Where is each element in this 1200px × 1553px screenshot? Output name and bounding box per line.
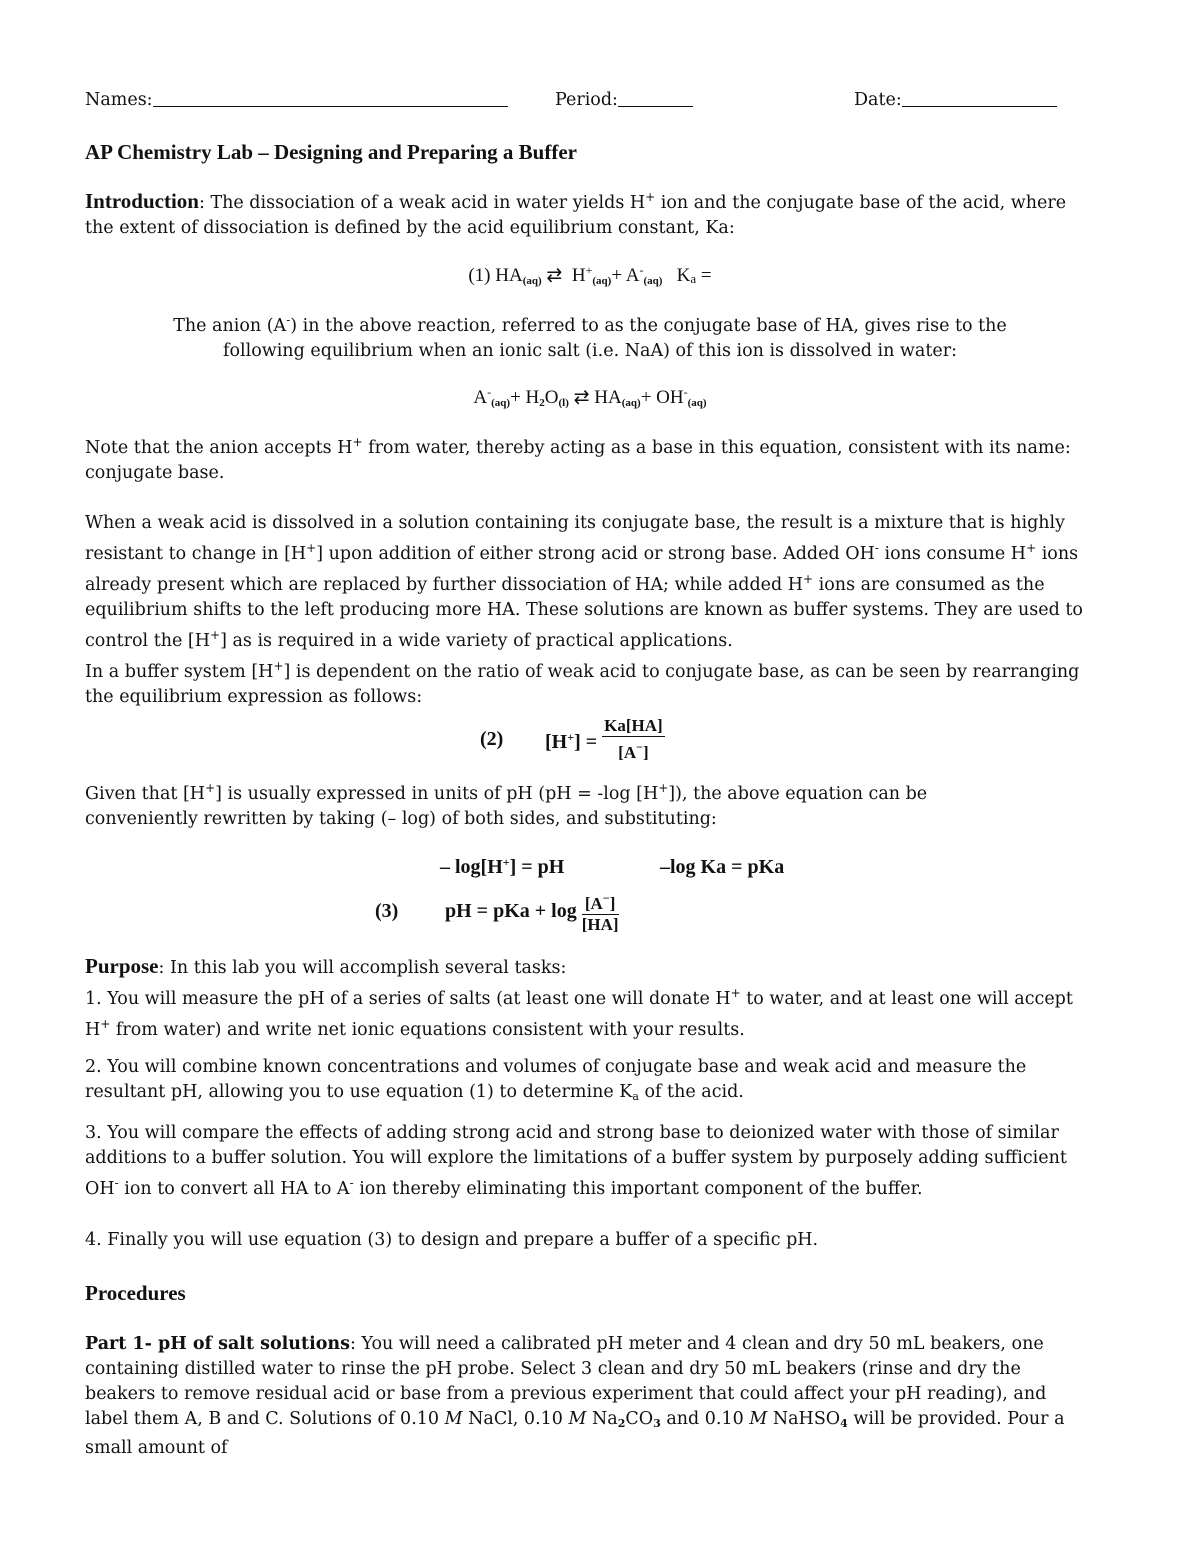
equation-hydrolysis: $A^-_{(aq)}+ H_2O_{(l)}$ ⇄ $HA_{(aq)}+ OH^-_{(aq)}$: [473, 385, 707, 409]
purpose-item-1: 1. You will measure the pH of a series of salts (at least one will donate H+ to water, and at least one will accept H+ from water) and write net ionic equations consistent with your results.: [85, 986, 1073, 1040]
procedures-heading: Procedures: [85, 1281, 186, 1305]
ratio-paragraph: In a buffer system [H+] is dependent on the ratio of weak acid to conjugate base, as can be seen by rearranging the equilibrium expression as follows:: [85, 659, 1080, 707]
purpose-heading: Purpose: [85, 954, 159, 978]
log-definitions: – log[H+] = pH –log Ka = pKa: [440, 855, 785, 878]
part1-paragraph: Part 1- pH of salt solutions: You will need a calibrated pH meter and 4 clean and dry 50 mL beakers, one containing distilled water to rinse the pH probe. Select 3 clean and dry 50 mL beakers (rinse and dry the beakers to remove residual acid or base from a previous experiment that could affect your pH reading), and label them A, B and C. Solutions of 0.10 M NaCl, 0.10 M $Na_2CO_3$ and 0.10 M NaHSO$_4$ will be provided. Pour a small amount of: [85, 1334, 1065, 1458]
equation-2-label: (2): [480, 728, 504, 750]
equation-2: (2) [H+] = $\frac{Ka[HA]}{[A^-]}$: [480, 716, 663, 762]
names-field: [85, 88, 153, 113]
equation-3-label: (3): [375, 900, 399, 922]
period-label: Period:: [555, 90, 618, 110]
names-label: Names:: [85, 90, 153, 110]
given-paragraph: Given that [H+] is usually expressed in units of pH (pH = -log [H+]), the above equation can be conveniently rewritten by taking (– log) of both sides, and substituting:: [85, 781, 928, 829]
anion-paragraph: The anion (A-) in the above reaction, referred to as the conjugate base of HA, gives rise to the following equilibrium when an ionic salt (i.e. NaA) of this ion is dissolved in water:: [173, 313, 1007, 361]
names-blank[interactable]: [153, 88, 508, 107]
equation-3-fraction: $\frac{[A^-]}{[HA]}$: [582, 888, 619, 935]
equation-2-fraction: $\frac{Ka[HA]}{[A^-]}$: [604, 716, 663, 762]
date-label: Date:: [854, 90, 902, 110]
date-field: [854, 88, 902, 113]
part1-title: Part 1- pH of salt solutions: [85, 1334, 351, 1354]
buffer-paragraph: When a weak acid is dissolved in a solution containing its conjugate base, the result is a mixture that is highly resistant to change in [H+] upon addition of either strong acid or strong base. Added OH- ions consume H+ ions already present which are replaced by further dissociation of HA; while added H+ ions are consumed as the equilibrium shifts to the left producing more HA. These solutions are known as buffer systems. They are used to control the [H+] as is required in a wide variety of practical applications.: [85, 513, 1083, 651]
document-page: Names: Period: Date: AP Chemistry Lab – Designing and Preparing a Buffer Introduction: The dissociation of a weak acid in water yields H+ ion and the conjugate base of the acid, where the extent of dissociation is defined by the acid equilibrium constant, Ka: (1) $HA_{(aq)}$ ⇄ $H^+_{(aq)}+ A^-_{(aq)}$ Ka = The anion (A-) in the above reaction, referred to as the conjugate base of HA, gives rise to the following equilibrium when an ionic salt (i.e. NaA) of this ion is dissolved in water: $A^-_{(aq)}+ H_2O_{(l)}$ ⇄ $HA_{(aq)}+ OH^-_{(aq)}$ Note that the anion accepts H+ from water, thereby acting as a base in this equation, consistent with its name: conjugate base. When a weak acid is dissolved in a solution containing its conjugate base, the result is a mixture that is highly resistant to change in [H+] upon addition of either strong acid or strong base. Added OH- ions consume H+ ions already present which are replaced by further dissociation of HA; while added H+ ions are consumed as the equilibrium shifts to the left producing more HA. These solutions are known as buffer systems. They are used to control the [H+] as is required in a wide variety of practical applications. In a buffer system [H+] is dependent on the ratio of weak acid to conjugate base, as can be seen by rearranging the equilibrium expression as follows: (2) [H+] = $\frac{Ka[HA]}{[A^-]}$ Given that [H+] is usually expressed in units of pH (pH = -log [H+]), the above equation can be conveniently rewritten by taking (– log) of both sides, and substituting: – log[H+] = pH –log Ka = pKa (3) pH = pKa + log $\frac{[A^-]}{[HA]}$ Purpose: In this lab you will accomplish several tasks: 1. You will measure the pH of a series of salts (at least one will donate H+ to water, and at least one will accept H+ from water) and write net ionic equations consistent with your results. 2. You will combine known concentrations and volumes of conjugate base and weak acid and measure the resultant pH, allowing you to use equation (1) to determine Ka of the acid. 3. You will compare the effects of adding strong acid and strong base to deionized water with those of similar additions to a buffer solution. You will explore the limitations of a buffer system by purposely adding sufficient OH- ion to convert all HA to A- ion thereby eliminating this important component of the buffer. 4. Finally you will use equation (3) to design and prepare a buffer of a specific pH. Procedures Part 1- pH of salt solutions: You will need a calibrated pH meter and 4 clean and dry 50 mL beakers, one containing distilled water to rinse the pH probe. Select 3 clean and dry 50 mL beakers (rinse and dry the beakers to remove residual acid or base from a previous experiment that could affect your pH reading), and label them A, B and C. Solutions of 0.10 M NaCl, 0.10 M $Na_2CO_3$ and 0.10 M NaHSO$_4$ will be provided. Pour a small amount of: [85, 88, 1095, 1461]
period-blank[interactable]: [618, 88, 693, 107]
equation-1: (1) $HA_{(aq)}$ ⇄ $H^+_{(aq)}+ A^-_{(aq)}$ Ka =: [468, 263, 712, 287]
purpose-item-3: 3. You will compare the effects of adding strong acid and strong base to deionized water with those of similar additions to a buffer solution. You will explore the limitations of a buffer system by purposely adding sufficient OH- ion to convert all HA to A- ion thereby eliminating this important component of the buffer.: [85, 1123, 1067, 1199]
purpose-item-4: 4. Finally you will use equation (3) to design and prepare a buffer of a specific pH.: [85, 1230, 819, 1250]
date-blank[interactable]: [902, 88, 1057, 107]
note-paragraph: Note that the anion accepts H+ from water, thereby acting as a base in this equation, consistent with its name: conjugate base.: [85, 435, 1071, 483]
purpose-item-2: 2. You will combine known concentrations and volumes of conjugate base and weak acid and measure the resultant pH, allowing you to use equation (1) to determine Ka of the acid.: [85, 1057, 1027, 1103]
intro-heading: Introduction: [85, 189, 199, 213]
header-row: [85, 88, 1095, 116]
period-field: [555, 88, 618, 113]
equation-3: (3) pH = pKa + log $\frac{[A^-]}{[HA]}$: [85, 888, 1095, 942]
page-title: AP Chemistry Lab – Designing and Preparing a Buffer: [85, 140, 577, 164]
